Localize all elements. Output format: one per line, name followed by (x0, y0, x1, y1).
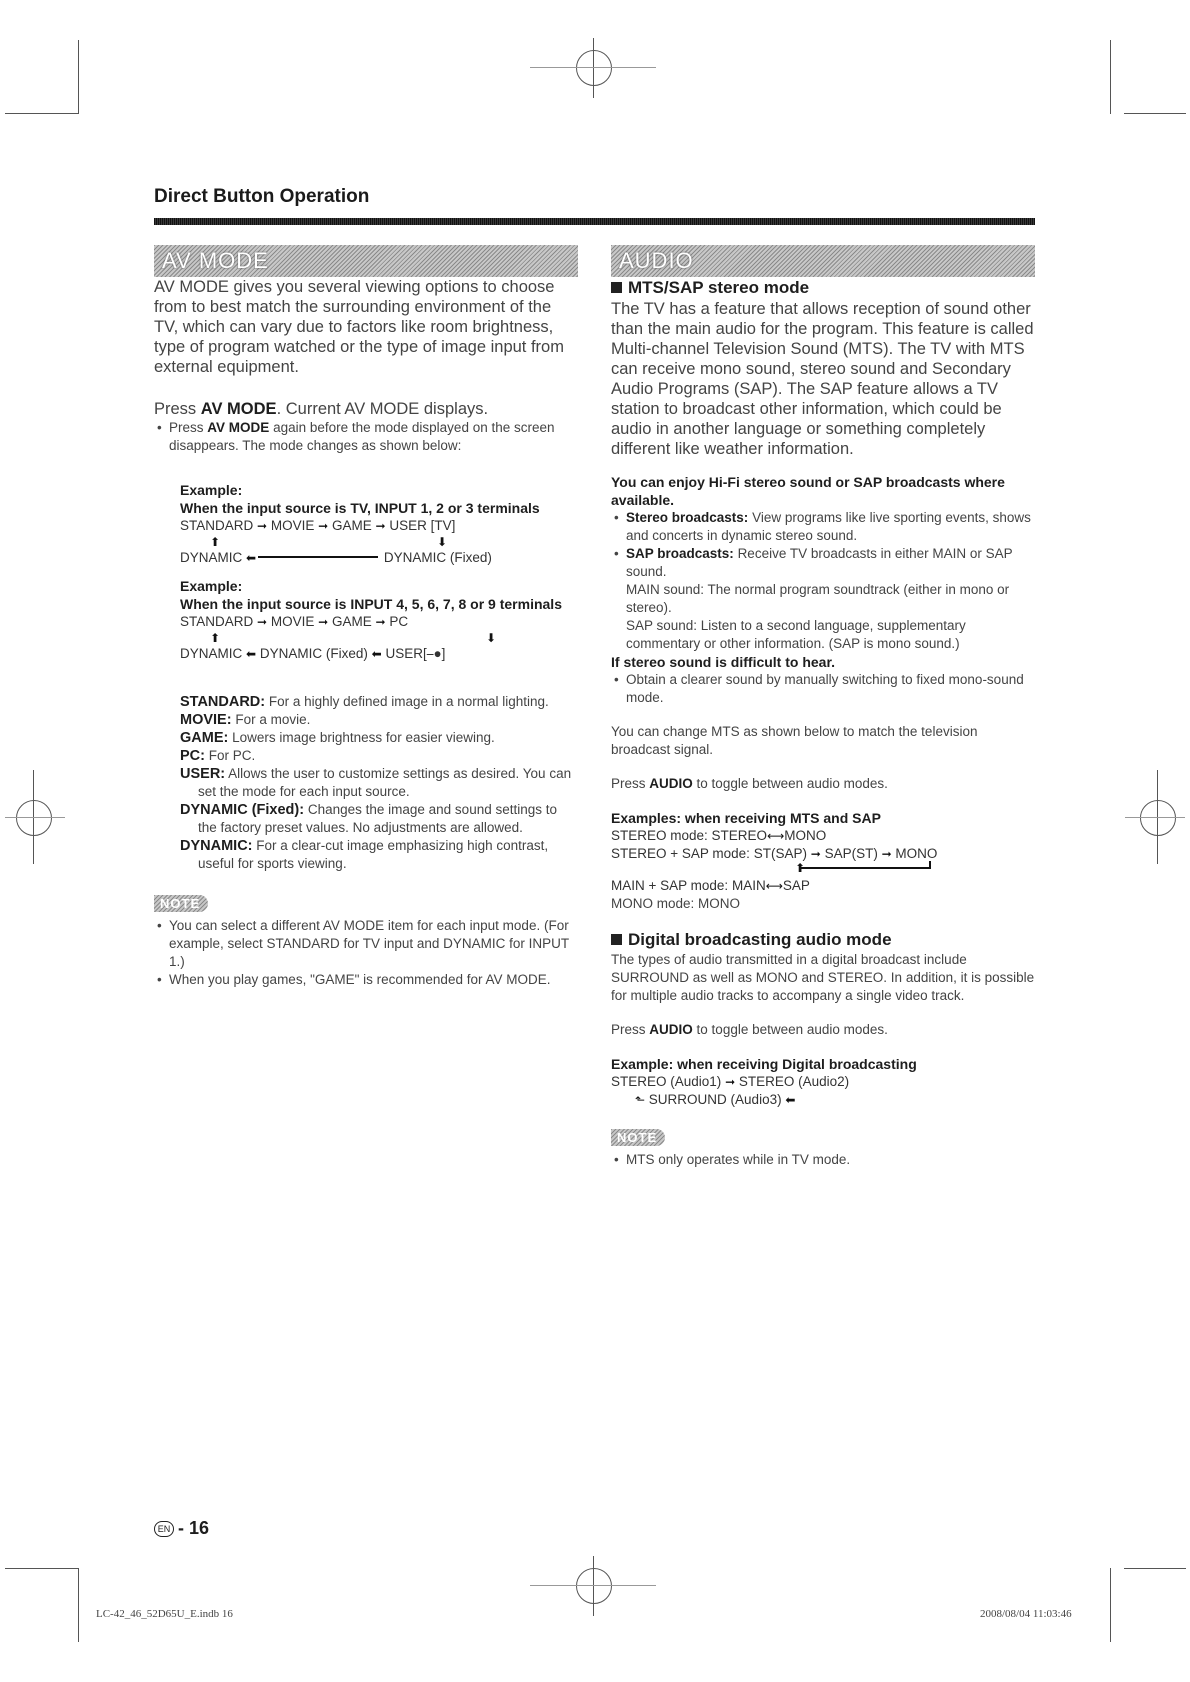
crop-mark (1124, 1568, 1186, 1569)
av-mode-press-line: Press AV MODE. Current AV MODE displays. (154, 400, 489, 418)
crop-mark (78, 40, 79, 114)
up-arrow-icon: ⬆ (210, 535, 221, 549)
return-arrow (611, 863, 1035, 877)
example-tv-inputs: Example: When the input source is TV, INPUT 1, 2 or 3 terminals STANDARD ➞ MOVIE ➞ GAME ➞ USER [TV] ⬆ ⬇ DYNAMIC ⬅ DYNAMIC (Fixed) (180, 481, 578, 567)
main-sap-flow: MAIN + SAP mode: MAIN⟷SAP (611, 878, 810, 893)
definition-item: STANDARD: For a highly defined image in a normal lighting. (180, 694, 549, 710)
double-arrow-icon: ⟷ (767, 829, 785, 843)
language-badge: EN (154, 1521, 174, 1537)
stereo-sap-flow: STEREO + SAP mode: ST(SAP) ➞ SAP(ST) ➞ MONO (611, 846, 938, 861)
example-other-inputs: Example: When the input source is INPUT 4, 5, 6, 7, 8 or 9 terminals STANDARD ➞ MOVIE ➞ GAME ➞ PC ⬆ ⬇ DYNAMIC ⬅ DYNAMIC (Fixed) ⬅ USER[⎯●] (180, 577, 578, 663)
mono-mode-line: MONO mode: MONO (611, 896, 741, 911)
down-arrow-icon: ⬇ (486, 631, 497, 645)
up-arrow-icon: ⬆ (210, 631, 221, 645)
av-mode-bullet: • Press AV MODE again before the mode displayed on the screen disappears. The mode changes as shown below: (154, 419, 578, 455)
definition-item: MOVIE: For a movie. (180, 712, 311, 728)
digital-example-heading: Example: when receiving Digital broadcasting (611, 1056, 917, 1072)
note-item: • You can select a different AV MODE item for each input mode. (For example, select STANDARD for TV input and DYNAMIC for INPUT 1.) (154, 917, 578, 971)
hifi-heading: You can enjoy Hi-Fi stereo sound or SAP broadcasts where available. (611, 474, 1005, 508)
mode-cycle-row1: STANDARD ➞ MOVIE ➞ GAME ➞ PC (180, 614, 409, 629)
difficult-item: • Obtain a clearer sound by manually switching to fixed mono-sound mode. (611, 671, 1035, 707)
definition-item: PC: For PC. (180, 748, 256, 764)
mode-cycle-row2: DYNAMIC ⬅ DYNAMIC (Fixed) ⬅ USER[⎯●] (180, 646, 446, 661)
return-arrow-icon: ⬑ (635, 1093, 646, 1107)
definition-item: GAME: Lowers image brightness for easier viewing. (180, 730, 495, 746)
digital-text: The types of audio transmitted in a digital broadcast include SURROUND as well as MONO and STEREO. In addition, it is possible for multiple audio tracks to accompany a single video track. (611, 952, 1035, 1003)
registration-mark (576, 50, 612, 86)
definition-item: DYNAMIC: For a clear-cut image emphasizing high contrast, useful for sports viewing. (180, 838, 549, 871)
mts-examples-heading: Examples: when receiving MTS and SAP (611, 810, 881, 826)
difficult-heading: If stereo sound is difficult to hear. (611, 654, 836, 670)
page-title: Direct Button Operation (154, 186, 370, 207)
crop-mark (530, 67, 656, 68)
crop-mark (1125, 817, 1185, 818)
sap-broadcasts-item: • SAP broadcasts: Receive TV broadcasts in either MAIN or SAP sound. (611, 545, 1035, 581)
note-item: • When you play games, "GAME" is recommended for AV MODE. (154, 971, 578, 989)
stereo-broadcasts-item: • Stereo broadcasts: View programs like live sporting events, shows and concerts in dynamic stereo sound. (611, 509, 1035, 545)
left-arrow-icon: ⬅ (246, 551, 257, 565)
crop-mark (1110, 40, 1111, 114)
note-badge: NOTE (154, 895, 208, 912)
registration-mark (16, 800, 52, 836)
registration-mark (576, 1568, 612, 1604)
digital-heading: Digital broadcasting audio mode (611, 929, 1035, 951)
audio-section (611, 277, 1035, 1169)
change-mts-text: You can change MTS as shown below to match the television broadcast signal. (611, 724, 978, 757)
print-slug-right: 2008/08/04 11:03:46 (980, 1608, 1072, 1620)
audio-note (611, 1129, 1035, 1169)
digital-flow-return: ⬑ SURROUND (Audio3) ⬅ (635, 1092, 796, 1107)
crop-mark (1110, 1568, 1111, 1642)
crop-mark (593, 38, 594, 98)
definition-item: USER: Allows the user to customize settings as desired. You can set the mode for each input source. (180, 766, 572, 799)
up-arrow-icon: ⬆ (795, 861, 806, 875)
note-item: • MTS only operates while in TV mode. (611, 1151, 1035, 1169)
audio-banner: AUDIO (611, 245, 1035, 277)
digital-flow: STEREO (Audio1) ➞ STEREO (Audio2) (611, 1074, 850, 1089)
crop-mark (5, 817, 65, 818)
print-slug-left: LC-42_46_52D65U_E.indb 16 (96, 1608, 233, 1620)
mode-definitions (180, 693, 578, 873)
square-bullet-icon (611, 282, 622, 293)
main-sound-desc: MAIN sound: The normal program soundtrack (either in mono or stereo). (626, 582, 1010, 615)
press-audio-line: Press AUDIO to toggle between audio modes. (611, 776, 888, 791)
crop-mark (5, 113, 79, 114)
stereo-mode-flow: STEREO mode: STEREO⟷MONO (611, 828, 827, 843)
mts-heading: MTS/SAP stereo mode (611, 277, 1035, 299)
user-icon: ⎯● (426, 646, 442, 661)
left-arrow-icon: ⬅ (785, 1093, 796, 1107)
mode-cycle-row2: DYNAMIC ⬅ DYNAMIC (Fixed) (180, 550, 492, 565)
av-mode-intro: AV MODE gives you several viewing options to choose from to best match the surrounding environment of the TV, which can vary due to factors like room brightness, type of program watched or the type of image input from external equipment. (154, 278, 564, 376)
crop-mark (593, 1556, 594, 1616)
crop-mark (1124, 113, 1186, 114)
crop-mark (5, 1568, 79, 1569)
registration-mark (1140, 800, 1176, 836)
av-mode-section (154, 277, 578, 989)
av-mode-note (154, 895, 578, 989)
square-bullet-icon (611, 934, 622, 945)
down-arrow-icon: ⬇ (437, 535, 448, 549)
crop-mark (78, 1568, 79, 1642)
av-mode-key: AV MODE (200, 400, 277, 418)
mode-cycle-row1: STANDARD ➞ MOVIE ➞ GAME ➞ USER [TV] (180, 518, 456, 533)
page-number: EN - 16 (154, 1518, 209, 1539)
double-arrow-icon: ⟷ (765, 879, 783, 893)
definition-item: DYNAMIC (Fixed): Changes the image and sound settings to the factory preset values. No adjustments are allowed. (180, 802, 557, 835)
title-rule (154, 218, 1035, 225)
sap-sound-desc: SAP sound: Listen to a second language, supplementary commentary or other information. (SAP is mono sound.) (626, 618, 966, 651)
mts-intro: The TV has a feature that allows reception of sound other than the main audio for the program. This feature is called Multi-channel Television Sound (MTS). The TV with MTS can receive mono sound, stereo sound and Secondary Audio Programs (SAP). The SAP feature allows a TV station to broadcast other information, which could be audio in another language or something completely different like weather information. (611, 300, 1034, 458)
press-audio-line: Press AUDIO to toggle between audio modes. (611, 1022, 888, 1037)
note-badge: NOTE (611, 1129, 665, 1146)
crop-mark (530, 1585, 656, 1586)
av-mode-banner: AV MODE (154, 245, 578, 277)
